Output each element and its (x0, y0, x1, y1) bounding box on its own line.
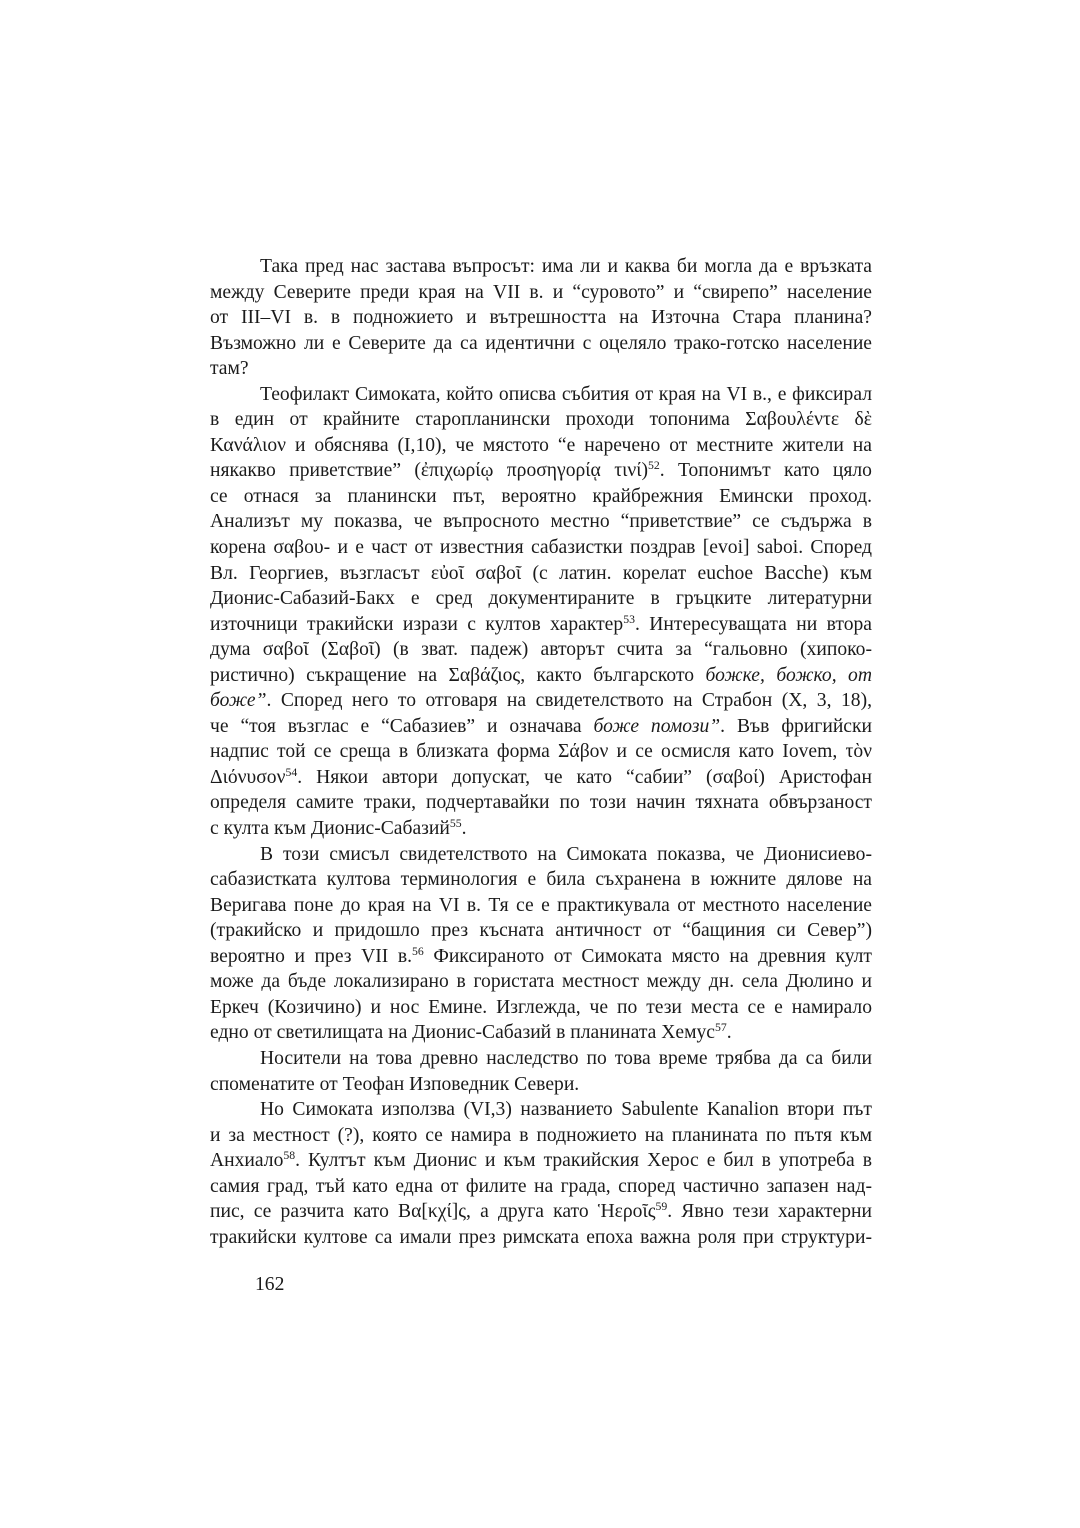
text-line (210, 688, 872, 714)
text-line: Еркеч (Козичино) и нос Емине. Изглежда, че по тези места се е намирало (210, 996, 872, 1018)
text-line: корена σαβου- и е част от известния сабазистки поздрав [evoi] saboi. Според (210, 537, 872, 559)
text-line: Вл. Георгиев, възгласът εὐοῖ σαβοῖ (с латин. корелат euchoe Bacche) към (210, 562, 872, 584)
footnote-ref: 58 (283, 1149, 296, 1163)
text-line (210, 944, 872, 970)
paragraph (210, 1097, 872, 1250)
text-line: Веригава поне до края на VI в. Тя се е практикувала от местното население (210, 894, 872, 916)
text-line: там? (210, 358, 249, 380)
line-text: Фиксираното от Симоката място на древния култ (423, 945, 872, 967)
text-line: Анализът му показва, че въпросното местно “приветствие” се съдържа в (210, 511, 872, 533)
text-line: Дионис-Сабазий-Бакх е сред документираните в гръцките литературни (210, 588, 872, 610)
text-line: Но Симоката използва (VI,3) названието Sabulente Kanalion втори път (260, 1099, 872, 1121)
footnote-ref: 56 (412, 944, 424, 958)
line-text: източници тракийски изрази с култов характер (210, 613, 624, 635)
text-line (210, 816, 872, 842)
body-text (210, 254, 872, 1250)
line-text: Διόνυσον (210, 766, 286, 788)
emphasis: божке, божко, от (705, 664, 872, 686)
line-text: . Интересуващата ни втора (634, 613, 872, 635)
text-line (210, 1148, 872, 1174)
text-line: Теофилакт Симоката, който описва събития от края на VI в., е фиксирал (260, 383, 872, 405)
line-text: . Във фригийски (720, 715, 873, 737)
text-line: се отнася за планински път, вероятно крайбрежния Емински проход. (210, 485, 872, 507)
text-line: Възможно ли е Северите да са идентични с оцеляло трако-готско население (210, 332, 872, 354)
line-text: . (461, 818, 467, 840)
line-text: . Някои автори допускат, че като “сабии” (σαβοί) Аристофан (297, 766, 872, 788)
footnote-ref: 55 (449, 816, 462, 830)
footnote-ref: 59 (655, 1200, 668, 1214)
line-text: . Според него то отговаря на свидетелството на Страбон (X, 3, 18), (266, 690, 872, 712)
line-text: пис, се разчита като Βα[κχί]ς, а друга като Ἡεροῖς (210, 1201, 656, 1223)
line-text: ристично) съкращение на Σαβάζιος, както българското (210, 664, 706, 686)
text-line (210, 714, 872, 740)
text-line: Носители на това древно наследство по това време трябва да са били (260, 1047, 872, 1069)
text-line: тракийски култове са имали през римската епоха важна роля при структури- (210, 1226, 872, 1248)
text-line: Така пред нас застава въпросът: има ли и каква би могла да е връзката (260, 256, 872, 277)
line-text: вероятно и през VII в. (210, 945, 413, 967)
text-line: надпис той се среща в близката форма Σάβον и се осмисля като Iovem, τὸν (210, 741, 872, 763)
text-line: споменатите от Теофан Изповедник Севери. (210, 1073, 580, 1095)
paragraph (210, 382, 872, 842)
text-line: между Северите преди края на VII в. и “суровото” и “свирепо” население (210, 281, 872, 303)
text-line (210, 1199, 872, 1225)
paragraph (210, 1046, 872, 1097)
emphasis: боже помози” (593, 715, 721, 737)
line-text: . Култът към Дионис и към тракийския Херос е бил в употреба в (295, 1150, 872, 1172)
page-number: 162 (255, 1274, 285, 1295)
text-line (210, 1020, 872, 1046)
line-text: . Топонимът като цяло (659, 460, 872, 482)
emphasis: боже” (210, 690, 267, 712)
paragraph (210, 842, 872, 1046)
line-text: с култа към Дионис-Сабазий (210, 818, 450, 840)
line-text: Анхиало (210, 1150, 284, 1172)
footnote-ref: 54 (285, 765, 298, 779)
text-line: сабазистката култова терминология е била съхранена в южните дялове на (210, 869, 872, 891)
line-text: някакво приветствие” (ἐπιχωρίῳ προσηγορίᾳ τινί) (210, 460, 648, 482)
text-line: и за местност (?), която се намира в подножието на планината по пътя към (210, 1124, 872, 1146)
footnote-ref: 57 (714, 1021, 727, 1035)
text-line: Κανάλιον и обяснява (I,10), че мястото “е наречено от местните жители на (210, 434, 872, 456)
text-line: самия град, тъй като една от филите на града, според частично запазен над- (210, 1175, 872, 1197)
text-line: В този смисъл свидетелството на Симоката показва, че Дионисиево- (260, 843, 872, 865)
line-text: . Явно тези характерни (667, 1201, 872, 1223)
text-line: дума σαβοῖ (Σαβοῖ) (в зват. падеж) авторът счита за “гальовно (хипоко- (210, 639, 872, 661)
text-line (210, 765, 872, 791)
text-line: може да бъде локализирано в гористата местност между дн. села Дюлино и (210, 971, 872, 993)
line-text: . (726, 1022, 732, 1044)
text-line: от III–VI в. в подножието и вътрешността на Източна Стара планина? (210, 307, 872, 329)
text-line (210, 663, 872, 689)
line-text: че “тоя възглас е “Сабазиев” и означава (210, 715, 594, 737)
paragraph (210, 254, 872, 382)
text-line: в един от крайните старопланински проходи топонима Σαβουλέντε δὲ (210, 409, 872, 431)
footnote-ref: 53 (623, 612, 635, 626)
line-text: едно от светилищата на Дионис-Сабазий в планината Хемус (210, 1022, 715, 1044)
text-line: (тракийско и придошло през късната античност от “бащиния си Север”) (210, 920, 872, 942)
text-line (210, 458, 872, 484)
footnote-ref: 52 (648, 459, 660, 473)
text-line (210, 612, 872, 638)
text-line: определя самите траки, подчертавайки по този начин тяхната обвързаност (210, 792, 872, 814)
